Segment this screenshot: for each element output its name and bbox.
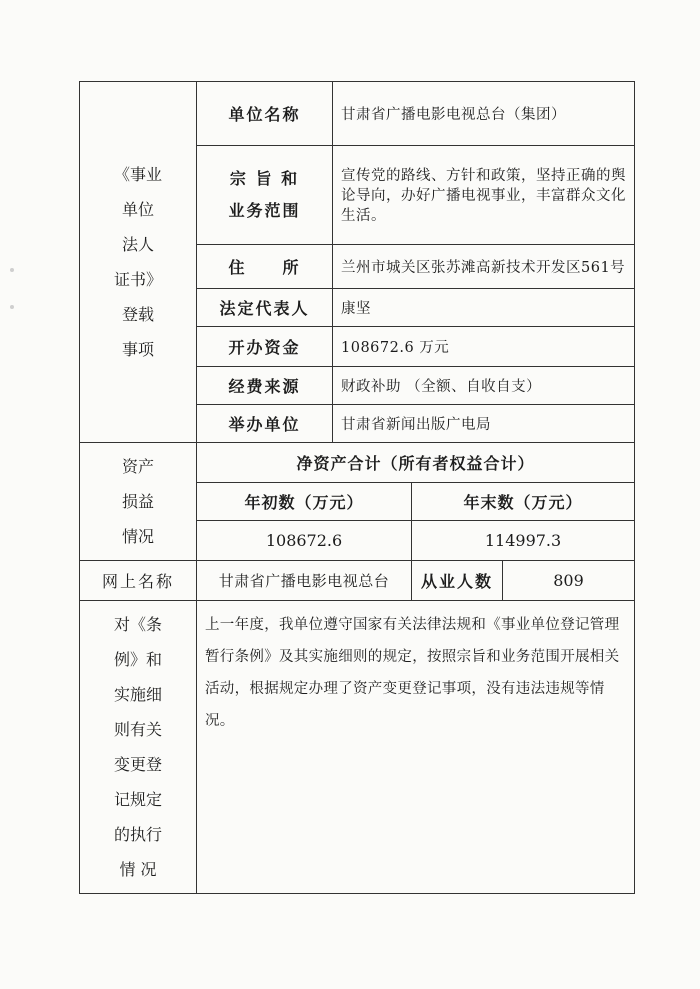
section-label-line: 损益 [121,492,154,511]
year-end-value: 114997.3 [412,521,635,561]
section-label-line: 单位 [121,200,154,219]
row-online-name [80,561,635,601]
section-label-line: 情 况 [119,860,157,879]
year-start-header: 年初数（万元） [197,483,412,521]
sponsor-value: 甘肃省新闻出版广电局 [333,405,635,443]
section-label-line: 则有关 [113,720,162,739]
funding-source-value: 财政补助 （全额、自收自支） [333,367,635,405]
section-label-line: 《事业 [113,165,162,184]
legal-rep-label: 法定代表人 [197,289,333,327]
online-name-label: 网上名称 [80,561,197,601]
execution-text: 上一年度，我单位遵守国家有关法律法规和《事业单位登记管理暂行条例》及其实施细则的规定，按照宗旨和业务范围开展相关活动，根据规定办理了资产变更登记事项，没有违法违规等情况。 [197,601,635,894]
section-label-line: 例》和 [113,650,162,669]
section-label-line: 对《条 [113,615,162,634]
binding-hole [10,305,14,309]
registration-section-label [80,82,197,443]
binding-hole [10,268,14,272]
online-name-value: 甘肃省广播电影电视总台 [197,561,412,601]
address-value: 兰州市城关区张苏滩高新技术开发区561号 [333,245,635,289]
row-unit-name [80,82,635,146]
section-label-line: 记规定 [113,790,162,809]
capital-label: 开办资金 [197,327,333,367]
section-label-line: 法人 [121,235,154,254]
address-label: 住 所 [197,245,333,289]
section-label-line: 的执行 [113,825,162,844]
net-assets-header: 净资产合计（所有者权益合计） [197,443,635,483]
year-end-header: 年末数（万元） [412,483,635,521]
sponsor-label: 举办单位 [197,405,333,443]
purpose-scope-label [197,146,333,245]
section-label-line: 变更登 [113,755,162,774]
legal-rep-value: 康坚 [333,289,635,327]
row-execution [80,601,635,894]
funding-source-label: 经费来源 [197,367,333,405]
section-label-line: 实施细 [113,685,162,704]
label-line: 业务范围 [228,201,301,220]
row-assets-header [80,443,635,483]
staff-count-value: 809 [503,561,635,601]
section-label-line: 证书》 [113,270,162,289]
assets-section-label [80,443,197,561]
execution-section-label [80,601,197,894]
year-start-value: 108672.6 [197,521,412,561]
staff-count-label: 从业人数 [412,561,503,601]
unit-name-label: 单位名称 [197,82,333,146]
annual-report-form [79,81,635,894]
label-line: 宗 旨 和 [229,169,300,188]
section-label-line: 资产 [121,457,154,476]
section-label-line: 情况 [121,527,154,546]
section-label-line: 登载 [121,305,154,324]
purpose-scope-value: 宣传党的路线、方针和政策，坚持正确的舆论导向，办好广播电视事业，丰富群众文化生活。 [333,146,635,245]
unit-name-value: 甘肃省广播电影电视总台（集团） [333,82,635,146]
section-label-line: 事项 [121,340,154,359]
capital-value: 108672.6 万元 [333,327,635,367]
